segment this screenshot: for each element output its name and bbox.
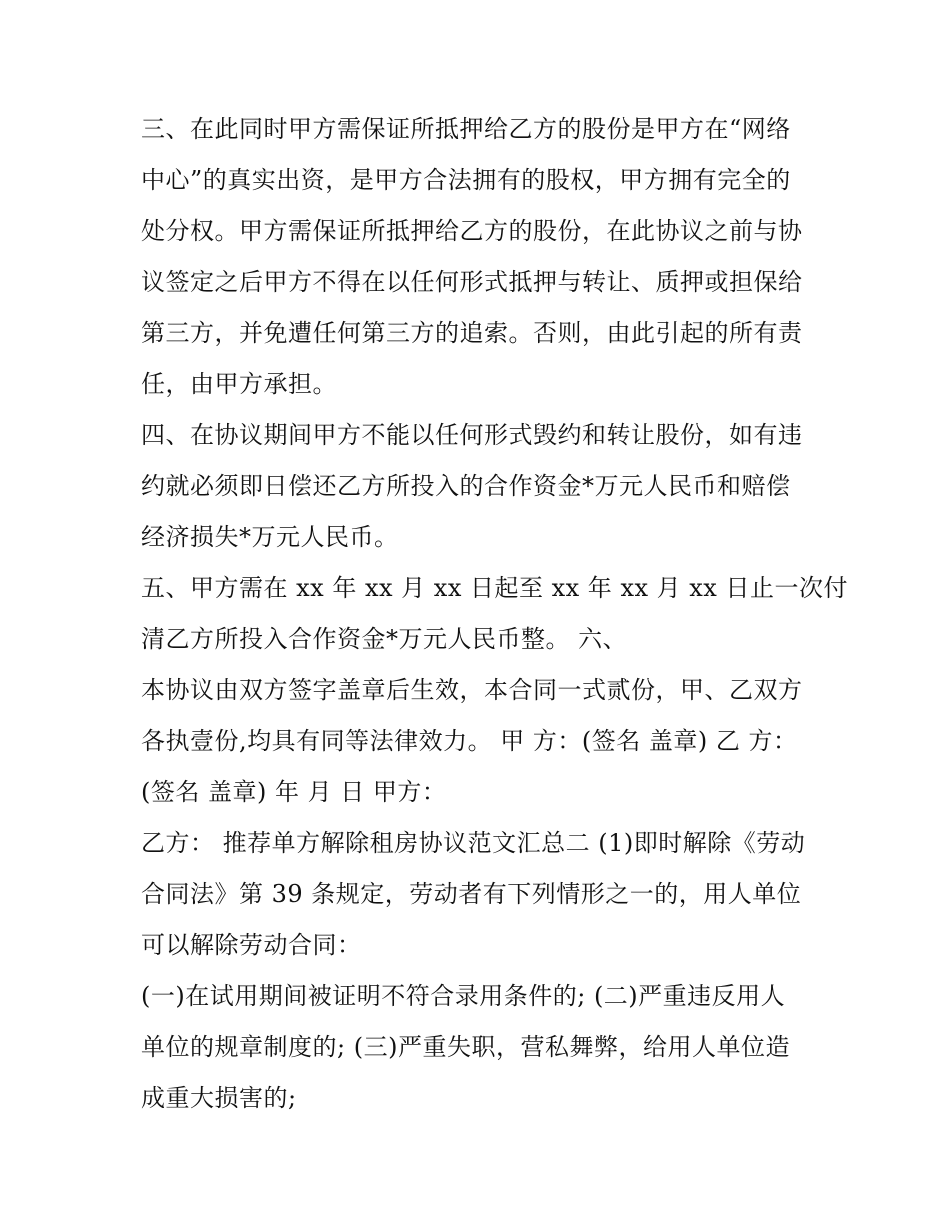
text-line: 单位的规章制度的; (三)严重失职，营私舞弊，给用人单位造	[141, 1033, 790, 1061]
text-line: 中心”的真实出资，是甲方合法拥有的股权，甲方拥有完全的	[141, 166, 791, 194]
text-line: 处分权。甲方需保证所抵押给乙方的股份，在此协议之前与协	[141, 217, 803, 245]
text-line: 清乙方所投入合作资金*万元人民币整。 六、	[141, 625, 628, 653]
text-line: 可以解除劳动合同：	[141, 931, 362, 959]
text-line: 本协议由双方签字盖章后生效，本合同一式贰份，甲、乙双方	[141, 676, 803, 704]
text-line: 四、在协议期间甲方不能以任何形式毁约和转让股份，如有违	[141, 421, 803, 449]
text-line: 合同法》第 39 条规定，劳动者有下列情形之一的，用人单位	[141, 880, 802, 908]
text-line: (一)在试用期间被证明不符合录用条件的; (二)严重违反用人	[141, 982, 786, 1010]
text-line: 五、甲方需在 xx 年 xx 月 xx 日起至 xx 年 xx 月 xx 日止一次付	[141, 574, 848, 602]
text-line: 各执壹份,均具有同等法律效力。 甲 方：(签名 盖章) 乙 方：	[141, 727, 798, 755]
text-line: 成重大损害的;	[141, 1084, 297, 1112]
document-body	[141, 104, 848, 1124]
text-line: (签名 盖章) 年 月 日 甲方：	[141, 778, 447, 806]
text-line: 约就必须即日偿还乙方所投入的合作资金*万元人民币和赔偿	[141, 472, 791, 500]
text-line: 第三方，并免遭任何第三方的追索。否则，由此引起的所有责	[141, 319, 803, 347]
text-line: 经济损失*万元人民币。	[141, 523, 399, 551]
text-line: 议签定之后甲方不得在以任何形式抵押与转让、质押或担保给	[141, 268, 803, 296]
text-line: 三、在此同时甲方需保证所抵押给乙方的股份是甲方在“网络	[141, 115, 791, 143]
text-line: 乙方： 推荐单方解除租房协议范文汇总二 (1)即时解除《劳动	[141, 829, 806, 857]
text-line: 任，由甲方承担。	[141, 370, 337, 398]
